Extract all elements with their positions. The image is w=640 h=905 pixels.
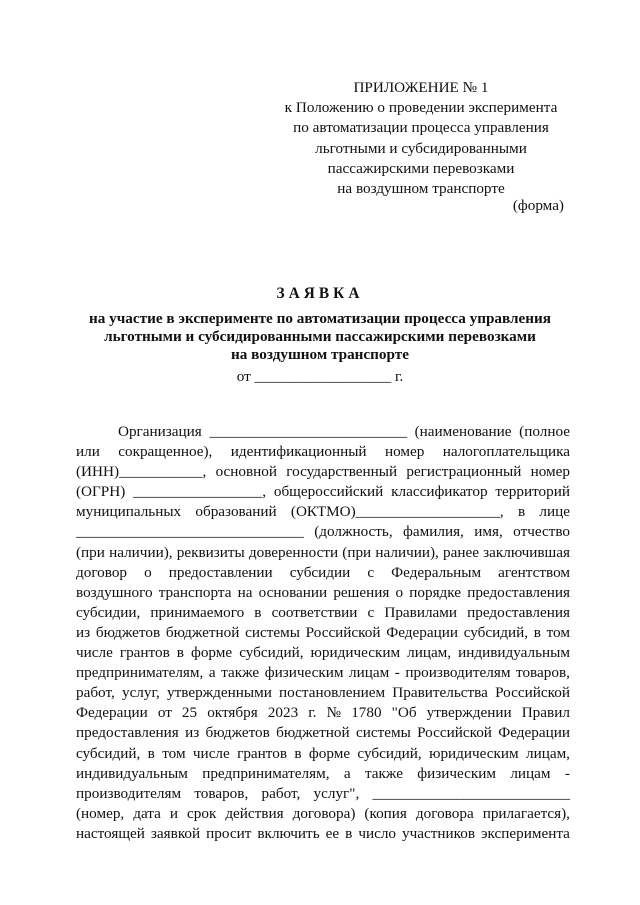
- body-word: в: [294, 744, 302, 762]
- body-word: с: [367, 603, 375, 621]
- body-word: также: [364, 764, 403, 782]
- body-word: в: [147, 744, 155, 762]
- body-word: номер: [530, 463, 570, 481]
- body-word: форме: [308, 744, 351, 762]
- body-line: [76, 502, 570, 522]
- body-word: просит: [206, 824, 252, 842]
- body-word: том: [162, 744, 186, 762]
- body-word: в: [533, 623, 541, 641]
- body-word: субсидий,: [239, 644, 304, 662]
- body-word: физическим: [417, 764, 496, 782]
- date-suffix: г.: [395, 368, 404, 385]
- body-word: №: [326, 704, 342, 722]
- body-word: 2023: [267, 704, 299, 722]
- body-word: ______________________________: [76, 523, 304, 541]
- body-word: предоставлении: [168, 563, 273, 581]
- body-word: грантов: [237, 744, 288, 762]
- body-word: _________________,: [133, 483, 267, 501]
- body-word: товаров,: [194, 784, 249, 802]
- body-word: предпринимателям,: [202, 764, 330, 782]
- body-line: [76, 703, 570, 723]
- body-word: договора: [415, 804, 474, 822]
- body-word: юридическим: [429, 744, 519, 762]
- application-body: [76, 422, 570, 844]
- body-word: из: [76, 623, 91, 641]
- body-line: [76, 603, 570, 623]
- subtitle-line: на воздушном транспорте: [231, 346, 409, 364]
- body-word: Федерации: [76, 704, 148, 722]
- body-word: бюджетной: [165, 623, 240, 641]
- body-word: с: [367, 563, 375, 581]
- date-prefix: от: [236, 368, 251, 385]
- body-word: лице: [539, 503, 570, 521]
- body-word: Правилами: [384, 603, 458, 621]
- body-word: 1780: [351, 704, 382, 722]
- body-word: Федерации: [386, 623, 458, 641]
- body-word: прилагается),: [482, 804, 570, 822]
- body-word: от: [157, 704, 172, 722]
- body-word: (номер,: [76, 804, 125, 822]
- body-word: государственный: [286, 463, 398, 481]
- body-line: [76, 522, 570, 542]
- body-word: и: [169, 804, 179, 822]
- body-word: числе: [76, 644, 113, 662]
- body-word: отчество: [513, 523, 570, 541]
- body-line: [76, 723, 570, 743]
- body-word: __________________________: [372, 784, 570, 802]
- appendix-line: пассажирскими перевозками: [327, 159, 515, 177]
- body-word: договор: [76, 563, 128, 581]
- body-line: [76, 422, 570, 442]
- appendix-number: ПРИЛОЖЕНИЕ № 1: [353, 79, 489, 96]
- body-word: транспорта: [158, 583, 232, 601]
- date-line: [0, 368, 640, 386]
- appendix-line: по автоматизации процесса управления: [293, 119, 549, 137]
- body-word: (при: [342, 543, 372, 561]
- body-word: лицам,: [407, 644, 452, 662]
- body-line: [76, 482, 570, 502]
- body-word: заключившая: [483, 543, 570, 561]
- body-word: лицам,: [526, 744, 570, 762]
- body-word: (ИНН)___________,: [76, 463, 207, 481]
- body-word: физическим: [264, 664, 344, 682]
- body-word: на: [237, 583, 253, 601]
- body-word: (наименование: [414, 423, 512, 440]
- body-line: [76, 563, 570, 583]
- body-word: 25: [181, 704, 198, 722]
- body-word: октября: [207, 704, 258, 722]
- body-word: г.: [308, 704, 317, 722]
- body-word: -: [394, 664, 400, 682]
- body-word: также: [221, 664, 260, 682]
- body-word: наличии),: [375, 543, 439, 561]
- body-word: о: [144, 563, 152, 581]
- body-word: в: [345, 824, 353, 842]
- body-word: имя,: [474, 523, 503, 541]
- body-word: общероссийский: [273, 483, 384, 501]
- body-word: "Об: [391, 704, 417, 722]
- appendix-line: к Положению о проведении эксперимента: [284, 99, 558, 117]
- body-word: субсидии: [289, 563, 351, 581]
- body-line: [76, 804, 570, 824]
- body-word: агентством: [498, 563, 570, 581]
- body-word: товаров,: [516, 664, 570, 682]
- body-word: субсидий,: [76, 744, 141, 762]
- body-word: фамилия,: [403, 523, 464, 541]
- body-word: лицам: [510, 764, 551, 782]
- body-word: решения: [333, 583, 390, 601]
- body-word: Российской: [417, 724, 492, 742]
- subtitle-line: на участие в эксперименте по автоматизации процесса управления: [89, 310, 551, 327]
- appendix-line: льготными и субсидированными: [315, 139, 527, 157]
- body-word: дата: [133, 804, 161, 822]
- body-word: предпринимателям,: [76, 664, 204, 682]
- body-word: субсидий,: [463, 623, 528, 641]
- body-line: [76, 583, 570, 603]
- body-word: налогоплательщика: [442, 443, 570, 461]
- body-word: или: [76, 443, 100, 461]
- body-word: (копия: [364, 804, 407, 822]
- body-word: производителям: [405, 664, 511, 682]
- body-word: а: [343, 764, 351, 782]
- body-word: (при: [76, 543, 105, 561]
- date-blank: __________________: [254, 368, 392, 385]
- body-word: субсидии,: [76, 603, 141, 621]
- body-word: номер: [384, 443, 425, 461]
- body-word: регистрационный: [406, 463, 522, 481]
- body-word: территорий: [495, 483, 570, 501]
- body-word: воздушного: [76, 583, 153, 601]
- document-title: ЗАЯВКА: [276, 285, 364, 302]
- body-word: утверждении: [426, 704, 512, 722]
- body-word: о: [395, 583, 404, 601]
- body-word: Российской: [495, 684, 570, 702]
- body-word: системы: [245, 623, 300, 641]
- appendix-header: [262, 78, 580, 199]
- body-word: Организация: [118, 423, 202, 440]
- body-word: соответствии: [271, 603, 358, 621]
- body-word: -: [564, 764, 570, 782]
- body-word: Федерации: [498, 724, 570, 742]
- body-word: муниципальных: [76, 503, 182, 521]
- document-subtitle: [70, 310, 570, 365]
- body-word: лицам: [349, 664, 390, 682]
- body-word: предоставления: [467, 583, 570, 601]
- body-line: [76, 744, 570, 764]
- body-word: (ОГРН): [76, 483, 126, 501]
- body-word: включить: [257, 824, 320, 842]
- body-line: [76, 663, 570, 683]
- appendix-line: на воздушном транспорте: [337, 180, 505, 198]
- body-word: Российской: [305, 623, 381, 641]
- body-word: услуг,: [121, 684, 160, 702]
- body-line: [76, 543, 570, 563]
- body-word: работ,: [261, 784, 301, 802]
- body-word: (ОКТМО)___________________,: [290, 503, 504, 521]
- body-word: грантов: [119, 644, 170, 662]
- body-word: наличии),: [109, 543, 173, 561]
- body-word: в: [254, 603, 262, 621]
- body-word: идентификационный: [230, 443, 367, 461]
- body-word: Федеральным: [391, 563, 482, 581]
- body-word: участников: [402, 824, 476, 842]
- body-word: из: [185, 724, 200, 742]
- body-line: [76, 442, 570, 462]
- body-word: предоставления: [467, 603, 570, 621]
- body-word: бюджетной: [276, 724, 350, 742]
- body-line: [76, 784, 570, 804]
- body-word: сокращенное),: [118, 443, 213, 461]
- body-word: основании: [258, 583, 328, 601]
- body-word: ранее: [443, 543, 479, 561]
- body-word: принимаемого: [150, 603, 245, 621]
- body-word: настоящей: [76, 824, 145, 842]
- body-word: постановлением: [279, 684, 386, 702]
- body-word: утвержденными: [167, 684, 272, 702]
- body-word: образований: [195, 503, 277, 521]
- body-word: услуг",: [313, 784, 360, 802]
- body-line: [76, 643, 570, 663]
- body-word: бюджетов: [95, 623, 161, 641]
- subtitle-line: льготными и субсидированными пассажирскими перевозками: [104, 328, 536, 346]
- body-word: числе: [192, 744, 230, 762]
- body-word: том: [546, 623, 570, 641]
- body-word: эксперимента: [481, 824, 570, 842]
- body-line: [76, 683, 570, 703]
- body-word: заявкой: [150, 824, 201, 842]
- body-word: предоставления: [76, 724, 179, 742]
- body-word: производителям: [76, 784, 182, 802]
- form-note: (форма): [512, 197, 564, 214]
- body-word: в: [517, 503, 526, 521]
- body-word: классификатор: [391, 483, 488, 501]
- body-word: Правил: [521, 704, 570, 722]
- body-word: договора): [292, 804, 356, 822]
- body-word: индивидуальным: [76, 764, 188, 782]
- body-word: __________________________: [209, 423, 407, 440]
- body-word: число: [358, 824, 397, 842]
- body-line: [76, 462, 570, 482]
- body-word: юридическим: [310, 644, 401, 662]
- body-word: работ,: [76, 684, 115, 702]
- body-word: реквизиты: [176, 543, 245, 561]
- body-word: системы: [355, 724, 411, 742]
- body-word: ее: [325, 824, 340, 842]
- body-word: доверенности: [248, 543, 339, 561]
- body-word: индивидуальным: [458, 644, 570, 662]
- body-line: [76, 623, 570, 643]
- body-word: срок: [187, 804, 217, 822]
- body-word: порядке: [409, 583, 462, 601]
- body-word: бюджетов: [205, 724, 270, 742]
- body-line: [76, 824, 570, 844]
- body-word: Правительства: [392, 684, 488, 702]
- body-word: а: [208, 664, 216, 682]
- body-word: в: [176, 644, 184, 662]
- body-word: действия: [225, 804, 284, 822]
- body-word: форме: [191, 644, 233, 662]
- body-line: [76, 764, 570, 784]
- body-word: (должность,: [314, 523, 393, 541]
- body-word: основной: [215, 463, 278, 481]
- body-word: (полное: [519, 423, 570, 440]
- body-word: субсидий,: [357, 744, 422, 762]
